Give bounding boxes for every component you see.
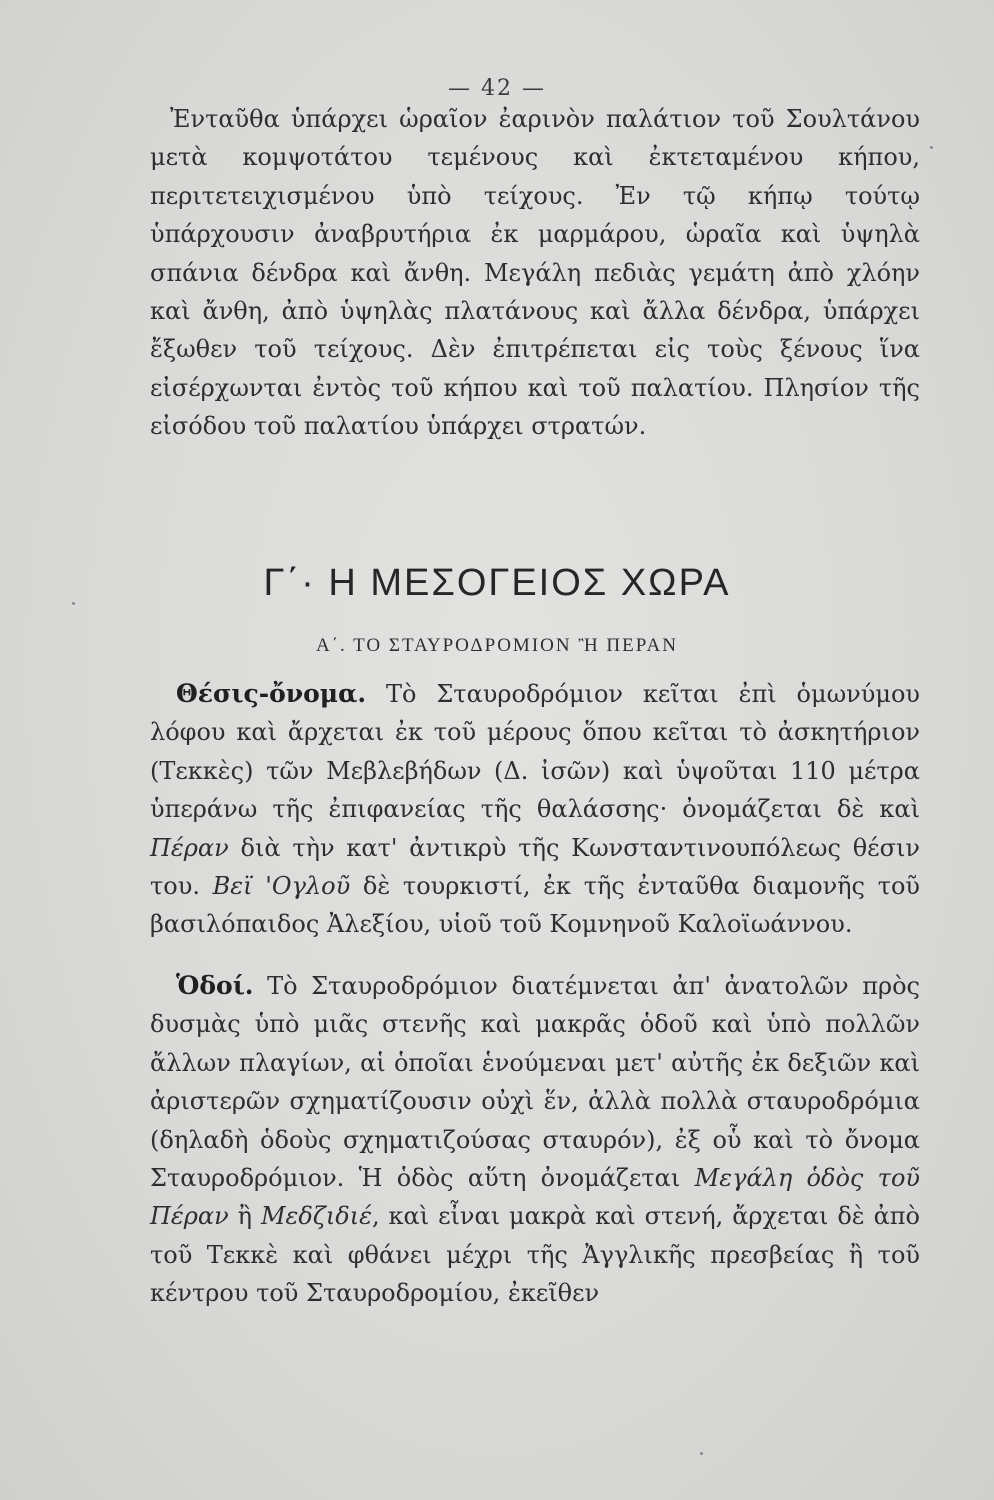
position-text-1: Τὸ Σταυροδρόμιον κεῖται ἐπὶ ὁμωνύμου λόφου καὶ ἄρχεται ἐκ τοῦ μέρους ὅπου κεῖται τὸ ἀσκητήριον (Τεκκὲς) τῶν Μεβλεβήδων (Δ. ἰσῶν) καὶ ὑψοῦται 110 μέτρα ὑπεράνω τῆς ἐπιφανείας τῆς θαλάσσης· ὀνομάζεται δὲ καὶ <box>150 680 920 824</box>
streets-italic-2: Μεδζιδιέ <box>260 1202 372 1231</box>
position-heading: Θέσις-ὄνομα. <box>176 679 367 708</box>
streets-heading: Ὁδοί. <box>176 971 254 1000</box>
streets-text-3: , καὶ εἶναι μακρὰ καὶ στενή, ἄρχεται δὲ ἀπὸ τοῦ Τεκκὲ καὶ φθάνει μέχρι τῆς Ἀγγλικῆς πρεσβείας ἢ τοῦ κέντρου τοῦ Σταυροδρομίου, ἐκεῖθεν <box>150 1202 921 1308</box>
streets-paragraph <box>150 967 920 1313</box>
intro-paragraph: Ἐνταῦθα ὑπάρχει ὡραῖον ἐαρινὸν παλάτιον τοῦ Σουλτάνου μετὰ κομψοτάτου τεμένους καὶ ἐκτεταμένου κήπου, περιτετειχισμένου ὑπὸ τείχους. Ἐν τῷ κήπῳ τούτῳ ὑπάρχουσιν ἀναβρυτήρια ἐκ μαρμάρου, ὡραῖα καὶ ὑψηλὰ σπάνια δένδρα καὶ ἄνθη. Μεγάλη πεδιὰς γεμάτη ἀπὸ χλόην καὶ ἄνθη, ἀπὸ ὑψηλὰς πλατάνους καὶ ἄλλα δένδρα, ὑπάρχει ἔξωθεν τοῦ τείχους. Δὲν ἐπιτρέπεται εἰς τοὺς ξένους ἵνα εἰσέρχωνται ἐντὸς τοῦ κήπου καὶ τοῦ παλατίου. Πλησίον τῆς εἰσόδου τοῦ παλατίου ὑπάρχει στρατών. <box>150 105 920 441</box>
position-text-2: διὰ τὴν κατ' ἀντικρὺ τῆς Κωνσταντινουπόλεως θέσιν του. <box>150 833 920 901</box>
chapter-title: Γ΄· Η ΜΕΣΟΓΕΙΟΣ ΧΩΡΑ <box>263 562 731 604</box>
streets-text-1: Τὸ Σταυροδρόμιον διατέμνεται ἀπ' ἀνατολῶν πρὸς δυσμὰς ὑπὸ μιᾶς στενῆς καὶ μακρᾶς ὁδοῦ καὶ ὑπὸ πολλῶν ἄλλων πλαγίων, αἱ ὁποῖαι ἑνούμεναι μετ' αὐτῆς ἐκ δεξιῶν καὶ ἀριστερῶν σχηματίζουσιν οὐχὶ ἕν, ἀλλὰ πολλὰ σταυροδρόμια (δηλαδὴ ὁδοὺς σχηματιζούσας σταυρόν), ἐξ οὗ καὶ τὸ ὄνομα Σταυροδρόμιον. Ἡ ὁδὸς αὕτη ὀνομάζεται <box>150 972 920 1193</box>
position-text-3: δὲ τουρκιστί, ἐκ τῆς ἐνταῦθα διαμονῆς τοῦ βασιλόπαιδος Ἀλεξίου, υἱοῦ τοῦ Κομνηνοῦ Καλοϊωάννου. <box>150 872 921 939</box>
paper-speck <box>930 146 933 149</box>
position-italic-1: Πέραν <box>150 833 229 862</box>
paper-speck <box>700 1452 703 1455</box>
paper-speck <box>72 602 75 605</box>
page-number: — 42 — <box>448 76 546 101</box>
streets-text-2: ἢ <box>228 1202 261 1231</box>
position-italic-2: Βεϊ 'Ογλοῦ <box>212 872 351 901</box>
streets-italic-1: Μεγάλη ὁδὸς τοῦ Πέραν <box>150 1164 920 1231</box>
position-paragraph <box>150 675 920 944</box>
section-title: Α΄. ΤΟ ΣΤΑΥΡΟΔΡΟΜΙΟΝ Ἢ ΠΕΡΑΝ <box>315 635 679 656</box>
